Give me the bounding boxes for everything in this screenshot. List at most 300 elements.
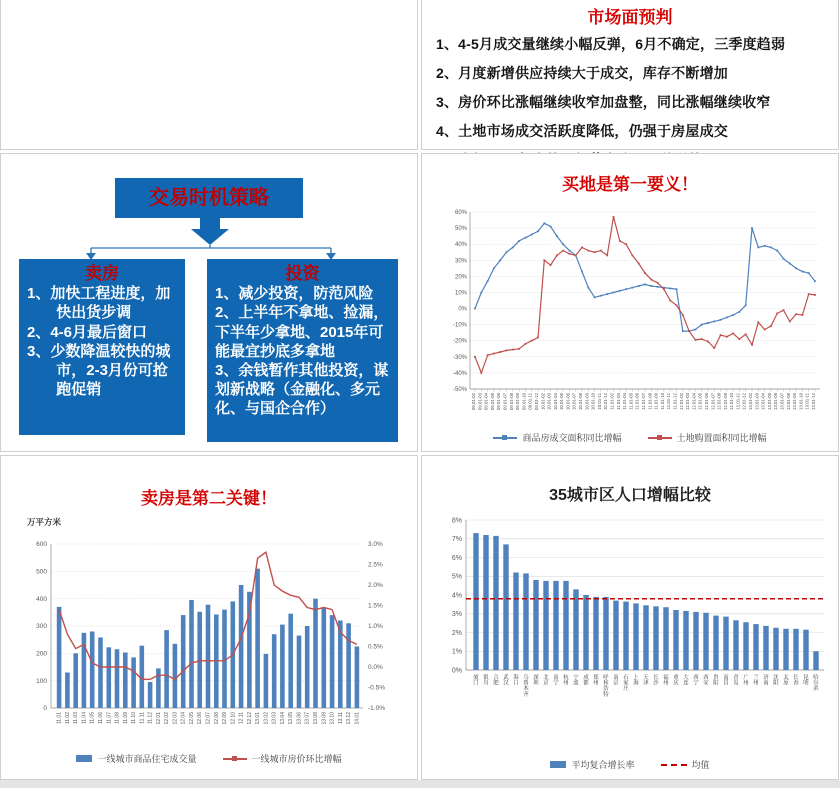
bar <box>272 634 277 708</box>
x-tick-label: 南昌 <box>723 675 729 687</box>
x-tick-label: 10.01-09 <box>584 393 590 410</box>
data-marker <box>776 250 778 252</box>
x-tick-label: 乌鲁木齐 <box>523 675 529 698</box>
sell-box-items <box>27 284 177 399</box>
data-marker <box>783 309 785 311</box>
x-tick-label: 11.01-04 <box>622 393 628 410</box>
x-tick-label: 12.03 <box>172 712 179 725</box>
x-tick-label: 12.04 <box>180 712 187 725</box>
x-tick-label: 11.05 <box>89 712 96 725</box>
x-tick-label: 贵阳 <box>713 675 719 687</box>
y-tick-label: 2% <box>451 629 462 637</box>
forecast-point: 2、月度新增供应持续大于成交，库存不断增加 <box>436 65 728 81</box>
bar <box>57 607 62 708</box>
bar <box>803 630 808 670</box>
x-tick-label: 12.11 <box>238 712 245 725</box>
x-tick-label: 10.01-06 <box>565 393 571 410</box>
data-marker <box>713 321 715 323</box>
x-tick-label: 09.01-06 <box>496 393 502 410</box>
x-tick-label: 南宁 <box>553 675 559 687</box>
legend-item <box>550 758 634 771</box>
legend-item <box>648 431 767 444</box>
data-marker <box>474 308 476 310</box>
data-marker <box>688 330 690 332</box>
x-tick-label: 13.01-11 <box>804 393 810 410</box>
data-marker <box>757 321 759 323</box>
x-tick-label: 11.01 <box>56 712 63 725</box>
data-marker <box>770 247 772 249</box>
x-tick-label: 10.01-11 <box>596 393 602 410</box>
data-marker <box>764 329 766 331</box>
x-tick-label: 09.01-03 <box>477 393 483 410</box>
data-marker <box>594 251 596 253</box>
data-marker <box>525 343 527 345</box>
data-marker <box>575 255 577 257</box>
data-marker <box>600 295 602 297</box>
left-axis-unit-label: 万平方米 <box>27 517 62 527</box>
left-tick-label: 0 <box>43 705 47 713</box>
buy-land-title: 买地是第一要义！ <box>562 175 698 194</box>
data-marker <box>682 314 684 316</box>
bar <box>131 657 136 708</box>
x-tick-label: 11.01-12 <box>672 393 678 410</box>
x-tick-label: 12.01-11 <box>735 393 741 410</box>
data-marker <box>518 348 520 350</box>
data-marker <box>537 230 539 232</box>
data-marker <box>606 255 608 257</box>
x-tick-label: 12.07 <box>205 712 212 725</box>
x-tick-label: 11.02 <box>64 712 71 725</box>
data-marker <box>581 247 583 249</box>
legend-swatch-icon <box>550 761 566 768</box>
bar <box>206 605 211 708</box>
data-marker <box>550 226 552 228</box>
y-tick-label: 50% <box>454 226 467 233</box>
bar <box>763 626 768 670</box>
series-polyline <box>475 223 815 331</box>
strategy-root-box: 交易时机策略 <box>115 178 303 218</box>
x-tick-label: 13.01-06 <box>773 393 779 410</box>
x-tick-label: 13.03 <box>271 712 278 725</box>
slide-timing-strategy <box>0 153 418 452</box>
data-marker <box>537 337 539 339</box>
strategy-item: 2、4-6月最后窗口 <box>27 323 148 341</box>
bar <box>197 612 202 708</box>
data-marker <box>543 259 545 261</box>
data-marker <box>487 354 489 356</box>
data-marker <box>556 235 558 237</box>
data-marker <box>707 322 709 324</box>
bar <box>583 595 588 670</box>
x-tick-label: 厦门 <box>473 675 479 687</box>
data-marker <box>600 250 602 252</box>
x-tick-label: 11.01-11 <box>666 393 672 410</box>
legend-swatch-icon <box>223 758 247 760</box>
y-tick-label: -30% <box>452 354 467 361</box>
market-forecast-title: 市场面预判 <box>587 8 673 27</box>
left-tick-label: 500 <box>36 568 47 576</box>
x-tick-label: 12.01-12 <box>741 393 747 410</box>
sell-house-chart <box>13 530 413 742</box>
bar <box>305 626 310 708</box>
data-marker <box>657 282 659 284</box>
data-marker <box>732 314 734 316</box>
data-marker <box>613 292 615 294</box>
legend-label: 商品房成交面积同比增幅 <box>522 433 622 443</box>
x-tick-label: 上海 <box>633 675 639 687</box>
data-marker <box>594 296 596 298</box>
bar <box>280 625 285 708</box>
x-tick-label: 11.01-07 <box>641 393 646 410</box>
bar <box>693 612 698 670</box>
data-marker <box>480 292 482 294</box>
bars-group <box>57 569 359 708</box>
x-tick-label: 09.01-08 <box>508 393 514 410</box>
plot-area <box>452 517 824 697</box>
x-tick-label: 12.01-03 <box>685 393 691 410</box>
x-tick-label: 呼和浩特 <box>603 675 609 698</box>
x-tick-label: 12.01 <box>155 712 162 725</box>
data-marker <box>789 263 791 265</box>
data-marker <box>480 372 482 374</box>
x-tick-label: 10.01-04 <box>552 393 558 410</box>
legend-swatch-icon <box>493 437 517 439</box>
buy-land-chart <box>434 202 830 434</box>
legend-label: 一线城市房价环比增幅 <box>251 754 342 764</box>
slide-population <box>421 455 839 780</box>
data-marker <box>512 247 514 249</box>
legend-label: 均值 <box>691 760 710 770</box>
x-tick-label: 11.06 <box>98 712 104 725</box>
legend-item <box>661 758 710 771</box>
bar <box>643 605 648 670</box>
bar <box>107 647 112 708</box>
data-marker <box>562 250 564 252</box>
bar <box>753 624 758 670</box>
data-marker <box>669 300 671 302</box>
x-tick-label: 13.02 <box>263 712 270 725</box>
x-tick-label: 10.01-12 <box>603 393 609 410</box>
y-tick-label: 20% <box>454 274 467 281</box>
data-marker <box>506 251 508 253</box>
x-tick-label: 11.01-06 <box>634 393 640 410</box>
bar <box>264 654 269 708</box>
plot-area <box>453 210 820 410</box>
data-marker <box>695 329 697 331</box>
right-tick-label: 1.0% <box>368 623 383 631</box>
population-title: 35城市区人口增幅比较 <box>549 487 711 504</box>
x-tick-label: 09.01-02 <box>471 393 476 410</box>
slide-market-forecast <box>421 0 839 150</box>
x-tick-label: 天津 <box>643 675 649 687</box>
data-marker <box>713 347 715 349</box>
x-tick-label: 11.01-03 <box>615 393 621 410</box>
y-tick-label: -40% <box>452 370 467 377</box>
bar <box>563 581 568 670</box>
right-tick-label: 3.0% <box>368 541 383 549</box>
x-tick-label: 13.04 <box>279 712 286 725</box>
bar <box>65 673 70 709</box>
x-tick-label: 重庆 <box>673 675 679 687</box>
data-marker <box>531 234 533 236</box>
x-tick-label: 13.01-04 <box>760 393 766 410</box>
data-marker <box>650 285 652 287</box>
x-tick-label: 09.01-07 <box>502 393 508 410</box>
slide-sell-house <box>0 455 418 780</box>
data-marker <box>745 333 747 335</box>
x-tick-label: 13.01 <box>255 712 262 725</box>
bar <box>733 620 738 670</box>
invest-box <box>207 259 398 442</box>
bar <box>513 573 518 671</box>
data-marker <box>518 240 520 242</box>
bar <box>355 647 360 709</box>
x-tick-label: 11.10 <box>131 712 138 725</box>
sell-house-title: 卖房是第二关键！ <box>141 489 277 508</box>
right-tick-label: 2.5% <box>368 561 383 569</box>
x-tick-label: 13.08 <box>313 712 319 725</box>
x-tick-label: 13.06 <box>296 712 303 725</box>
x-tick-label: 12.01-10 <box>729 393 735 410</box>
x-tick-label: 09.01-12 <box>534 393 539 410</box>
bar <box>493 536 498 670</box>
bar <box>189 600 194 708</box>
x-tick-label: 11.01-08 <box>647 393 653 410</box>
slide-buy-land <box>421 153 839 452</box>
data-marker <box>499 351 501 353</box>
x-tick-label: 13.01-02 <box>748 393 753 410</box>
bar <box>156 668 161 708</box>
data-marker <box>550 264 552 266</box>
bar <box>743 622 748 670</box>
right-tick-label: -0.5% <box>368 684 385 692</box>
x-tick-label: 杭州 <box>563 675 569 687</box>
bar <box>148 682 153 708</box>
x-tick-label: 11.08 <box>114 712 121 725</box>
x-tick-label: 10.01-07 <box>571 393 577 410</box>
x-tick-label: 09.01-09 <box>515 393 521 410</box>
x-tick-label: 13.01-09 <box>792 393 798 410</box>
sell-box-title: 卖房 <box>85 264 119 283</box>
bar <box>90 632 95 709</box>
x-tick-label: 西宁 <box>693 675 699 687</box>
bar <box>723 617 728 670</box>
bar <box>523 573 528 670</box>
x-tick-label: 11.01-05 <box>628 393 634 410</box>
x-tick-label: 兰州 <box>753 675 759 687</box>
data-marker <box>808 293 810 295</box>
left-tick-label: 600 <box>36 541 47 549</box>
legend-item <box>223 752 342 765</box>
x-tick-label: 长沙 <box>653 675 659 687</box>
x-tick-label: 12.01-02 <box>678 393 684 410</box>
legend-item <box>493 431 621 444</box>
data-marker <box>625 243 627 245</box>
x-tick-label: 11.01-02 <box>609 393 615 410</box>
data-marker <box>499 259 501 261</box>
strategy-item: 3、少数降温较快的城市，2-3月份可抢跑促销 <box>27 342 171 399</box>
x-tick-label: 12.06 <box>197 712 204 725</box>
data-marker <box>506 350 508 352</box>
data-marker <box>814 280 816 282</box>
data-marker <box>562 243 564 245</box>
x-tick-label: 青岛 <box>733 675 739 687</box>
bar <box>173 644 178 708</box>
x-tick-label: 12.01-04 <box>691 393 697 410</box>
bar <box>288 614 293 708</box>
bar <box>543 581 548 670</box>
x-tick-label: 12.05 <box>189 712 195 725</box>
x-tick-label: 12.02 <box>164 712 171 725</box>
x-tick-label: 13.01-05 <box>766 393 772 410</box>
bar <box>330 615 335 708</box>
y-tick-label: 3% <box>451 611 462 619</box>
data-marker <box>644 272 646 274</box>
x-tick-label: 太原 <box>783 675 789 687</box>
data-marker <box>487 280 489 282</box>
x-tick-label: 11.07 <box>106 712 113 725</box>
series-blue <box>474 222 816 332</box>
x-tick-label: 11.01-09 <box>653 393 659 410</box>
x-tick-label: 13.01-10 <box>798 393 804 410</box>
x-tick-label: 石家庄 <box>623 675 629 693</box>
x-tick-label: 宁波 <box>573 675 579 687</box>
data-marker <box>581 271 583 273</box>
bar <box>573 589 578 670</box>
strategy-item: 1、减少投资，防范风险 <box>215 285 374 303</box>
right-tick-label: 1.5% <box>368 602 383 610</box>
x-tick-label: 13.09 <box>321 712 328 725</box>
x-tick-label: 广州 <box>743 675 749 687</box>
bar <box>593 597 598 670</box>
bar <box>115 649 120 708</box>
x-tick-label: 13.11 <box>337 712 344 725</box>
data-marker <box>757 247 759 249</box>
strategy-item: 1、加快工程进度，加快出货步调 <box>27 285 171 322</box>
data-marker <box>795 267 797 269</box>
data-marker <box>764 245 766 247</box>
bar <box>181 615 186 708</box>
bar <box>73 653 78 708</box>
bar <box>98 638 103 709</box>
x-tick-label: 12.01-08 <box>716 393 722 410</box>
left-tick-label: 100 <box>36 677 47 685</box>
data-marker <box>663 288 665 290</box>
bar <box>503 544 508 670</box>
data-marker <box>726 317 728 319</box>
data-marker <box>789 321 791 323</box>
y-tick-label: -20% <box>452 338 467 345</box>
data-marker <box>682 330 684 332</box>
legend-swatch-icon <box>76 755 92 762</box>
y-tick-label: 4% <box>451 592 462 600</box>
x-tick-label: 10.01-08 <box>578 393 583 410</box>
bar <box>239 585 244 708</box>
x-tick-label: 11.09 <box>122 712 129 725</box>
x-tick-label: 10.01-02 <box>540 393 546 410</box>
bar <box>793 629 798 670</box>
x-tick-label: 银川 <box>483 675 489 687</box>
right-tick-label: 2.0% <box>368 582 383 590</box>
right-tick-label: 0.5% <box>368 643 383 651</box>
bar <box>553 581 558 670</box>
strategy-item: 3、余钱暂作其他投资，谋划新战略（金融化、多元化、与国企合作） <box>215 362 389 418</box>
y-tick-label: 10% <box>454 290 467 297</box>
bar <box>603 597 608 670</box>
data-marker <box>606 293 608 295</box>
data-marker <box>625 288 627 290</box>
x-tick-label: 11.12 <box>147 712 154 725</box>
data-marker <box>676 288 678 290</box>
data-marker <box>632 287 634 289</box>
x-tick-label: 昆明 <box>803 675 809 687</box>
data-marker <box>676 304 678 306</box>
x-tick-label: 13.12 <box>346 712 353 725</box>
data-marker <box>613 216 615 218</box>
x-tick-label: 12.01-05 <box>697 393 703 410</box>
data-marker <box>644 284 646 286</box>
y-tick-label: 5% <box>451 573 462 581</box>
data-marker <box>619 290 621 292</box>
x-tick-label: 10.01-10 <box>590 393 596 410</box>
data-marker <box>770 325 772 327</box>
strategy-item: 2、上半年不拿地、捡漏，下半年少拿地、2015年可能最宜抄底多拿地 <box>215 304 389 360</box>
legend-label: 一线城市商品住宅成交量 <box>97 754 197 764</box>
y-tick-label: 0% <box>451 667 462 675</box>
bar <box>663 607 668 670</box>
x-tick-label: 11.04 <box>81 712 88 725</box>
data-marker <box>669 288 671 290</box>
legend-swatch-icon <box>648 437 672 439</box>
data-marker <box>512 349 514 351</box>
legend-label: 平均复合增长率 <box>571 760 635 770</box>
data-marker <box>732 333 734 335</box>
sell-house-legend <box>1 752 417 765</box>
legend-item <box>76 752 196 765</box>
y-tick-label: 30% <box>454 258 467 265</box>
data-marker <box>814 294 816 296</box>
y-tick-label: 60% <box>454 210 467 216</box>
x-tick-label: 12.08 <box>213 712 220 725</box>
bar <box>313 599 318 708</box>
bar <box>713 616 718 670</box>
bar <box>533 580 538 670</box>
y-tick-label: 1% <box>451 648 462 656</box>
bar <box>653 606 658 670</box>
legend-swatch-icon <box>661 764 687 766</box>
x-tick-label: 09.01-11 <box>527 393 533 410</box>
data-marker <box>657 286 659 288</box>
x-tick-label: 12.10 <box>230 712 237 725</box>
x-tick-label: 成都 <box>583 675 589 687</box>
data-marker <box>525 237 527 239</box>
data-marker <box>587 287 589 289</box>
x-tick-label: 09.01-05 <box>489 393 495 410</box>
y-tick-label: 8% <box>451 517 462 525</box>
buy-land-legend <box>422 431 838 444</box>
data-marker <box>556 255 558 257</box>
right-tick-label: 0.0% <box>368 664 383 672</box>
x-tick-label: 合肥 <box>493 675 499 687</box>
data-marker <box>739 311 741 313</box>
x-tick-label: 济南 <box>763 675 769 687</box>
x-tick-label: 10.01-05 <box>559 393 565 410</box>
bar <box>473 533 478 670</box>
data-marker <box>638 263 640 265</box>
x-tick-label: 11.01-10 <box>659 393 665 410</box>
data-marker <box>739 338 741 340</box>
x-tick-label: 13.01-03 <box>754 393 760 410</box>
